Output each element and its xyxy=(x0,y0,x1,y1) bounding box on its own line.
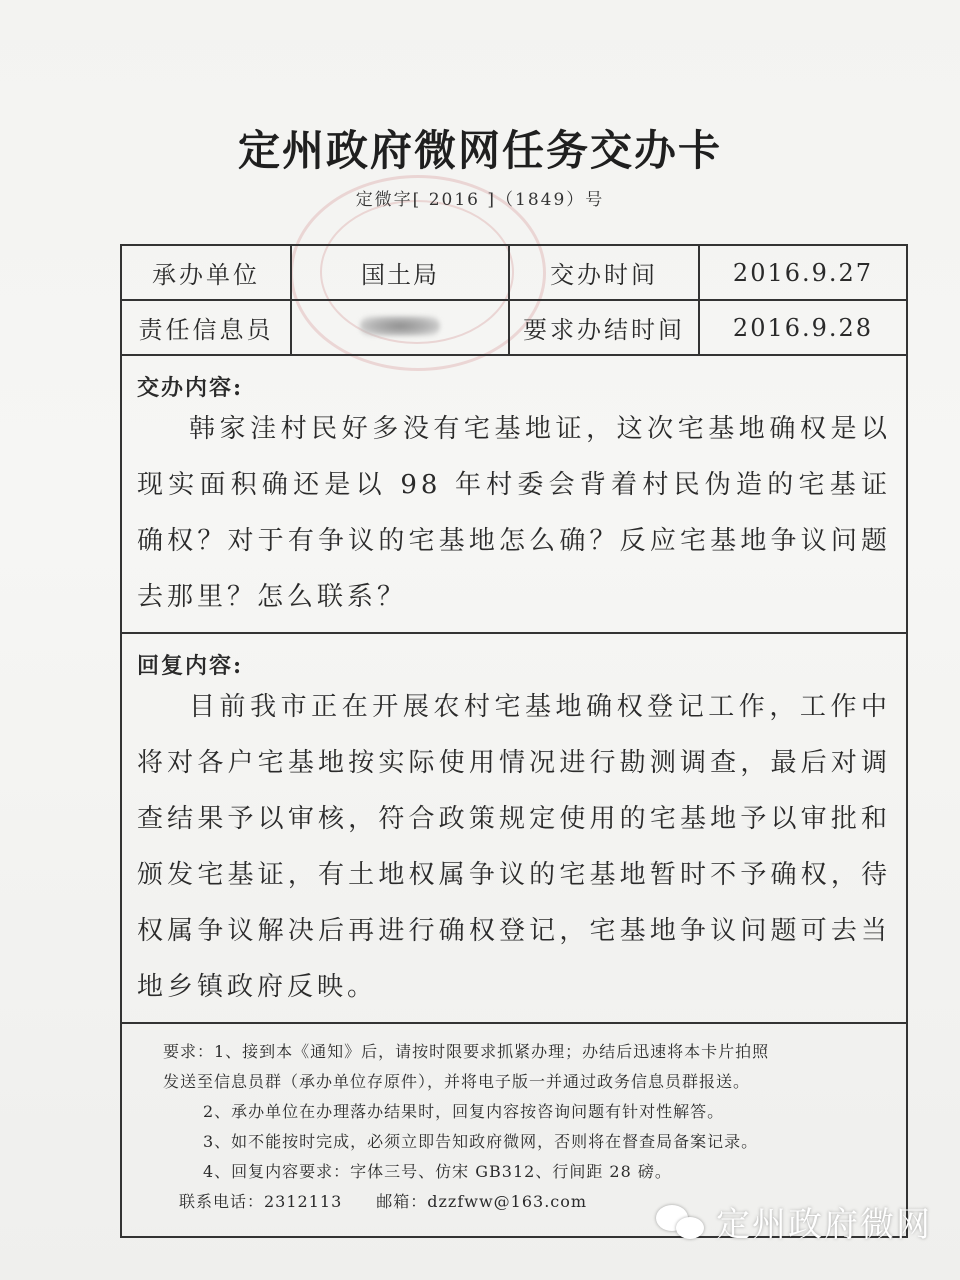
requirement-1-cont: 发送至信息员群（承办单位存原件），并将电子版一并通过政务信息员群报送。 xyxy=(163,1072,751,1091)
assign-time-value: 2016.9.27 xyxy=(699,245,907,300)
deadline-label: 要求办结时间 xyxy=(509,300,699,355)
document-number: 定微字[ 2016 ]（1849）号 xyxy=(355,190,605,210)
officer-label: 责任信息员 xyxy=(121,300,291,355)
assignment-section xyxy=(121,355,907,633)
assign-time-label: 交办时间 xyxy=(509,245,699,300)
assignment-text: 韩家洼村民好多没有宅基地证，这次宅基地确权是以现实面积确还是以 98 年村委会背着村民伪造的宅基证确权？对于有争议的宅基地怎么确？反应宅基地争议问题去那里？怎么联系？ xyxy=(137,414,891,612)
undertaker-label: 承办单位 xyxy=(121,245,291,300)
requirement-4: 4、回复内容要求：字体三号、仿宋 GB312、行间距 28 磅。 xyxy=(203,1162,672,1181)
undertaker-value: 国土局 xyxy=(291,245,509,300)
contact-info: 联系电话：2312113 邮箱：dzzfww@163.com xyxy=(179,1192,588,1211)
redaction-blur xyxy=(360,316,440,336)
watermark xyxy=(656,1197,932,1246)
assignment-label: 交办内容: xyxy=(137,375,244,401)
reply-label: 回复内容: xyxy=(137,653,244,679)
wechat-icon xyxy=(656,1203,706,1241)
officer-value-redacted xyxy=(291,300,509,355)
reply-text: 目前我市正在开展农村宅基地确权登记工作，工作中将对各户宅基地按实际使用情况进行勘测调查，最后对调查结果予以审核，符合政策规定使用的宅基地予以审批和颁发宅基证，有土地权属争议的宅基地暂时不予确权，待权属争议解决后再进行确权登记，宅基地争议问题可去当地乡镇政府反映。 xyxy=(137,692,891,1002)
requirement-3: 3、如不能按时完成，必须立即告知政府微网，否则将在督查局备案记录。 xyxy=(203,1132,759,1151)
requirement-1: 要求：1、接到本《通知》后，请按时限要求抓紧办理；办结后迅速将本卡片拍照 xyxy=(163,1042,770,1061)
deadline-value: 2016.9.28 xyxy=(699,300,907,355)
watermark-text: 定州政府微网 xyxy=(716,1205,932,1245)
task-card-table xyxy=(120,244,908,1238)
requirement-2: 2、承办单位在办理落办结果时，回复内容按咨询问题有针对性解答。 xyxy=(203,1102,725,1121)
document-title: 定州政府微网任务交办卡 xyxy=(237,126,722,175)
reply-section xyxy=(121,633,907,1023)
